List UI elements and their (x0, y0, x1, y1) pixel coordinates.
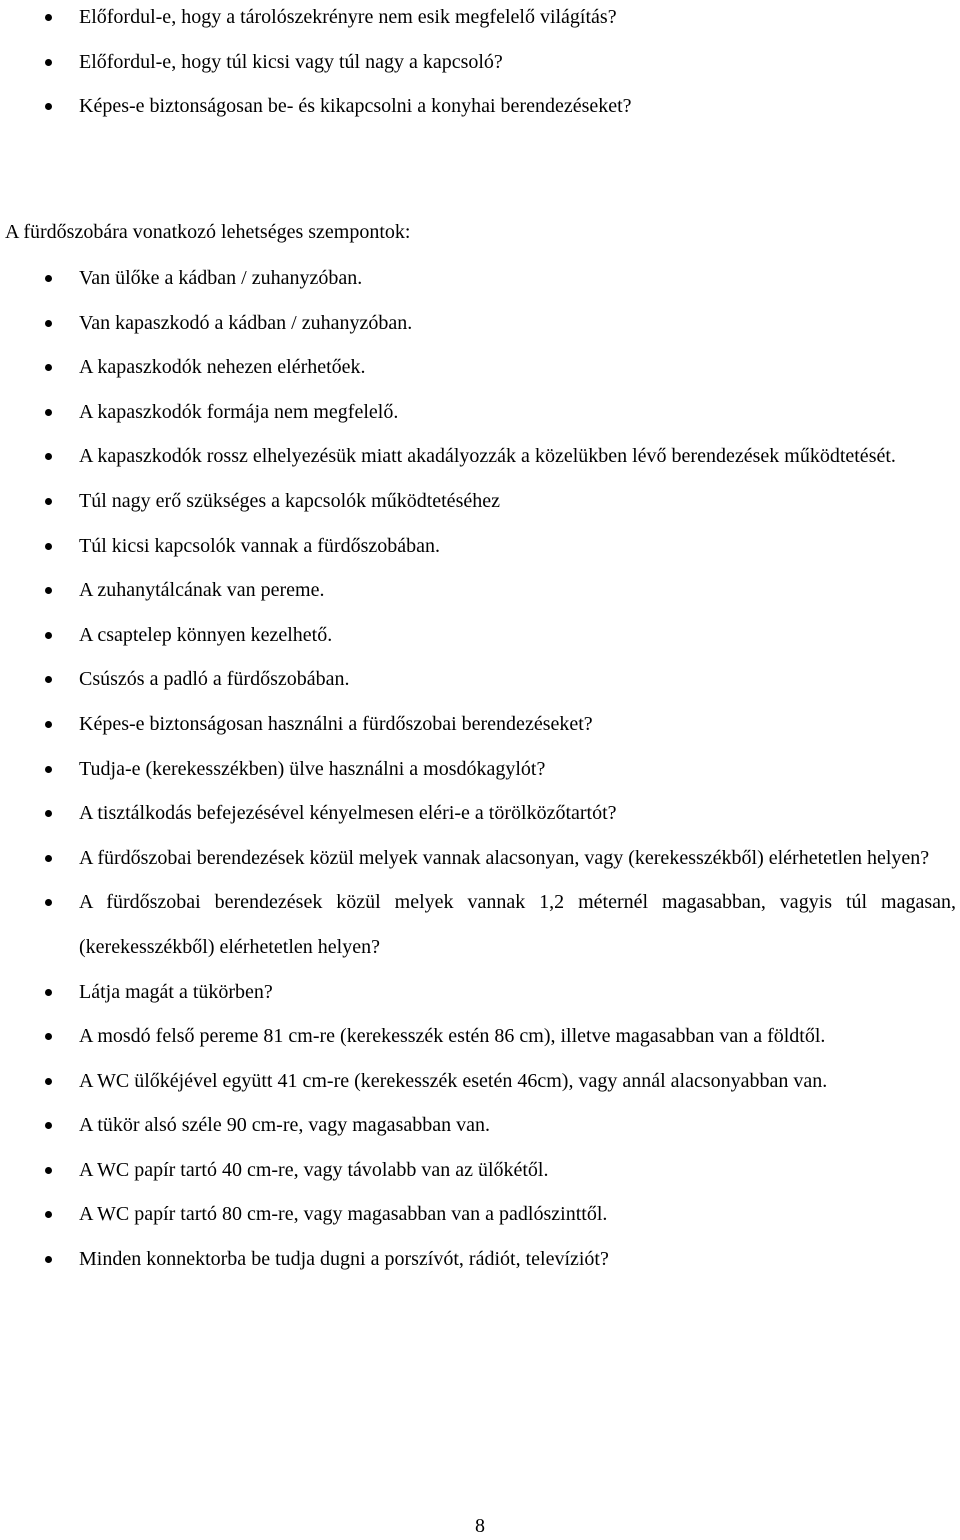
list-item-text: A fürdőszobai berendezések közül melyek vannak alacsonyan, vagy (kerekesszékből) elérhetetlen helyen? (79, 846, 930, 869)
bullet-icon (45, 1033, 52, 1040)
list-item-text: A WC papír tartó 40 cm-re, vagy távolabb van az ülőkétől. (79, 1158, 549, 1181)
bullet-icon (45, 1122, 52, 1129)
list-item (0, 1148, 956, 1193)
list-item (0, 568, 956, 613)
list-item (0, 1059, 956, 1104)
list-item-text: A fürdőszobai berendezések közül melyek vannak 1,2 méternél magasabban, vagyis túl magasan, (kerekesszékből) elérhetetlen helyen? (79, 891, 956, 958)
list-item-text: Van kapaszkodó a kádban / zuhanyzóban. (79, 311, 413, 334)
list-item-text: A WC papír tartó 80 cm-re, vagy magasabban van a padlószinttől. (79, 1203, 608, 1226)
list-item (0, 1192, 956, 1237)
list-item (0, 791, 956, 836)
bullet-icon (45, 810, 52, 817)
list-item (0, 970, 956, 1015)
list-item (0, 345, 956, 390)
bullet-icon (45, 498, 52, 505)
list-item-text: Képes-e biztonságosan be- és kikapcsolni a konyhai berendezéseket? (79, 95, 632, 118)
page-number: 8 (475, 1515, 485, 1537)
bullet-icon (45, 1167, 52, 1174)
bullet-icon (45, 632, 52, 639)
list-item (0, 613, 956, 658)
list-item-text: Túl nagy erő szükséges a kapcsolók működtetéséhez (79, 489, 500, 512)
bullet-icon (45, 1256, 52, 1263)
list-item-text: A WC ülőkéjével együtt 41 cm-re (kerekesszék esetén 46cm), vagy annál alacsonyabban van. (79, 1069, 828, 1092)
list-item-text: Túl kicsi kapcsolók vannak a fürdőszobában. (79, 534, 441, 557)
bullet-icon (45, 899, 52, 906)
bullet-icon (45, 1211, 52, 1218)
list-item (0, 1014, 956, 1059)
list-item-text: Van ülőke a kádban / zuhanyzóban. (79, 267, 363, 289)
list-item-text: Csúszós a padló a fürdőszobában. (79, 668, 350, 691)
bullet-icon (45, 766, 52, 773)
bullet-icon (45, 989, 52, 996)
list-item (0, 1103, 956, 1148)
list-item-text: A kapaszkodók nehezen elérhetőek. (79, 356, 366, 379)
list-item (0, 434, 956, 479)
list-item (0, 40, 956, 85)
list-item (0, 836, 956, 881)
list-item (0, 747, 956, 792)
kitchen-checklist (0, 0, 956, 129)
bullet-icon (45, 275, 52, 282)
list-item-text: A zuhanytálcának van pereme. (79, 579, 325, 602)
bullet-icon (45, 409, 52, 416)
list-item-text: A tükör alsó széle 90 cm-re, vagy magasabban van. (79, 1114, 490, 1137)
list-item (0, 301, 956, 346)
list-item-text: Látja magát a tükörben? (79, 980, 273, 1003)
list-item (0, 524, 956, 569)
list-item-text: A kapaszkodók formája nem megfelelő. (79, 400, 399, 423)
list-item (0, 390, 956, 435)
list-item-text: A tisztálkodás befejezésével kényelmesen eléri-e a törölközőtartót? (79, 802, 617, 825)
bullet-icon (45, 676, 52, 683)
bullet-icon (45, 320, 52, 327)
bullet-icon (45, 543, 52, 550)
list-item (0, 1237, 956, 1282)
list-item (0, 880, 956, 969)
list-item-text: A kapaszkodók rossz elhelyezésük miatt akadályozzák a közelükben lévő berendezések működtetését. (79, 445, 896, 468)
list-item-text: Előfordul-e, hogy a tárolószekrényre nem esik megfelelő világítás? (79, 6, 617, 28)
list-item (0, 0, 956, 40)
section-heading: A fürdőszobára vonatkozó lehetséges szempontok: (5, 221, 411, 243)
bullet-icon (45, 364, 52, 371)
bathroom-checklist (0, 256, 956, 1282)
list-item (0, 84, 956, 129)
list-item (0, 657, 956, 702)
list-item-text: Minden konnektorba be tudja dugni a porszívót, rádiót, televíziót? (79, 1248, 609, 1271)
list-item (0, 479, 956, 524)
bullet-icon (45, 721, 52, 728)
list-item (0, 256, 956, 301)
bullet-icon (45, 59, 52, 66)
list-item-text: Előfordul-e, hogy túl kicsi vagy túl nagy a kapcsoló? (79, 50, 503, 73)
list-item-text: Tudja-e (kerekesszékben) ülve használni a mosdókagylót? (79, 757, 546, 780)
list-item-text: Képes-e biztonságosan használni a fürdőszobai berendezéseket? (79, 712, 593, 735)
bullet-icon (45, 1078, 52, 1085)
list-item-text: A mosdó felső pereme 81 cm-re (kerekesszék estén 86 cm), illetve magasabban van a földtől. (79, 1025, 826, 1048)
bullet-icon (45, 855, 52, 862)
bullet-icon (45, 587, 52, 594)
list-item (0, 702, 956, 747)
list-item-text: A csaptelep könnyen kezelhető. (79, 623, 333, 646)
bullet-icon (45, 453, 52, 460)
bullet-icon (45, 14, 52, 21)
bullet-icon (45, 103, 52, 110)
